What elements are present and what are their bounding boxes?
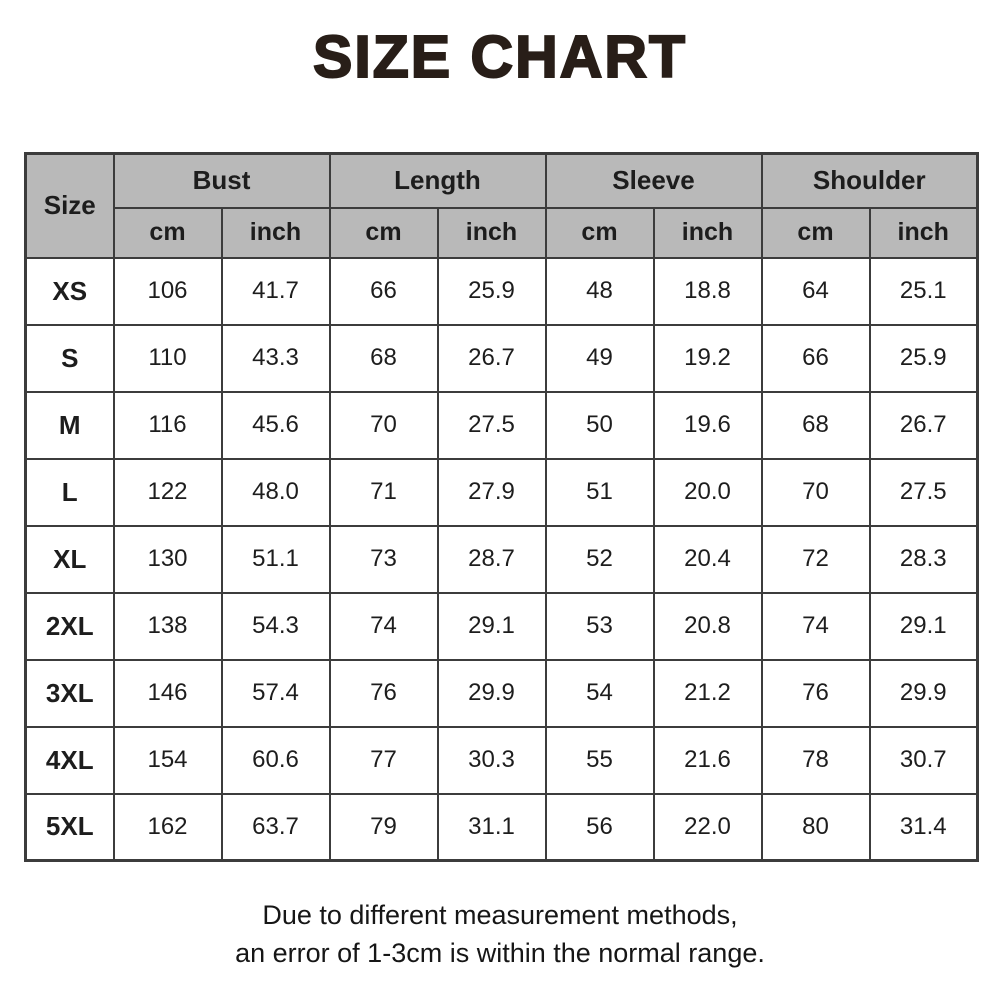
size-label: 4XL [26,727,114,794]
size-label: S [26,325,114,392]
table-cell: 57.4 [222,660,330,727]
table-cell: 25.1 [870,258,978,325]
size-label: 2XL [26,593,114,660]
table-cell: 19.6 [654,392,762,459]
table-cell: 51.1 [222,526,330,593]
header-shoulder: Shoulder [762,154,978,208]
table-row [26,459,978,526]
table-cell: 116 [114,392,222,459]
table-row [26,727,978,794]
table-cell: 78 [762,727,870,794]
table-cell: 130 [114,526,222,593]
table-cell: 48 [546,258,654,325]
table-cell: 27.5 [438,392,546,459]
table-cell: 29.9 [438,660,546,727]
size-table-body [26,258,978,861]
size-label: XS [26,258,114,325]
table-cell: 66 [762,325,870,392]
table-cell: 29.1 [870,593,978,660]
table-cell: 66 [330,258,438,325]
table-cell: 162 [114,794,222,861]
table-cell: 70 [762,459,870,526]
table-cell: 54.3 [222,593,330,660]
size-label: 5XL [26,794,114,861]
table-cell: 29.1 [438,593,546,660]
header-shoulder-inch: inch [870,208,978,258]
header-sleeve-cm: cm [546,208,654,258]
table-cell: 52 [546,526,654,593]
size-label: XL [26,526,114,593]
table-cell: 71 [330,459,438,526]
table-cell: 19.2 [654,325,762,392]
table-cell: 41.7 [222,258,330,325]
table-cell: 26.7 [870,392,978,459]
table-cell: 30.7 [870,727,978,794]
header-bust: Bust [114,154,330,208]
table-cell: 28.7 [438,526,546,593]
size-chart-table [24,152,979,862]
table-row [26,660,978,727]
table-cell: 30.3 [438,727,546,794]
table-cell: 74 [762,593,870,660]
table-cell: 21.2 [654,660,762,727]
table-cell: 25.9 [438,258,546,325]
header-length-inch: inch [438,208,546,258]
table-cell: 60.6 [222,727,330,794]
table-cell: 154 [114,727,222,794]
table-cell: 68 [762,392,870,459]
table-cell: 27.5 [870,459,978,526]
table-cell: 49 [546,325,654,392]
header-shoulder-cm: cm [762,208,870,258]
size-chart-table-container [24,152,976,862]
table-cell: 63.7 [222,794,330,861]
table-cell: 28.3 [870,526,978,593]
table-cell: 25.9 [870,325,978,392]
header-length-cm: cm [330,208,438,258]
header-group-row [26,154,978,208]
table-cell: 20.4 [654,526,762,593]
table-cell: 43.3 [222,325,330,392]
table-row [26,258,978,325]
table-cell: 50 [546,392,654,459]
table-cell: 73 [330,526,438,593]
table-row [26,794,978,861]
table-cell: 26.7 [438,325,546,392]
table-row [26,593,978,660]
header-sleeve: Sleeve [546,154,762,208]
size-label: M [26,392,114,459]
header-bust-inch: inch [222,208,330,258]
header-length: Length [330,154,546,208]
table-cell: 80 [762,794,870,861]
table-cell: 74 [330,593,438,660]
table-cell: 138 [114,593,222,660]
size-label: L [26,459,114,526]
size-label: 3XL [26,660,114,727]
table-cell: 106 [114,258,222,325]
table-cell: 56 [546,794,654,861]
header-sleeve-inch: inch [654,208,762,258]
table-cell: 31.1 [438,794,546,861]
table-cell: 110 [114,325,222,392]
table-cell: 76 [330,660,438,727]
table-cell: 122 [114,459,222,526]
disclaimer-line-1: Due to different measurement methods, [262,900,738,930]
table-cell: 70 [330,392,438,459]
disclaimer-line-2: an error of 1-3cm is within the normal range. [235,938,765,968]
table-cell: 55 [546,727,654,794]
table-cell: 68 [330,325,438,392]
table-cell: 79 [330,794,438,861]
table-row [26,392,978,459]
table-cell: 72 [762,526,870,593]
table-row [26,526,978,593]
table-cell: 21.6 [654,727,762,794]
table-cell: 51 [546,459,654,526]
table-cell: 53 [546,593,654,660]
table-cell: 64 [762,258,870,325]
table-cell: 77 [330,727,438,794]
table-cell: 20.0 [654,459,762,526]
table-cell: 22.0 [654,794,762,861]
table-cell: 31.4 [870,794,978,861]
header-unit-row [26,208,978,258]
table-cell: 146 [114,660,222,727]
header-bust-cm: cm [114,208,222,258]
header-size: Size [26,154,114,258]
table-cell: 27.9 [438,459,546,526]
table-cell: 20.8 [654,593,762,660]
table-cell: 18.8 [654,258,762,325]
table-cell: 54 [546,660,654,727]
table-cell: 48.0 [222,459,330,526]
table-cell: 76 [762,660,870,727]
table-cell: 45.6 [222,392,330,459]
measurement-disclaimer [0,896,1000,972]
table-cell: 29.9 [870,660,978,727]
table-row [26,325,978,392]
page-title: SIZE CHART [313,24,687,90]
